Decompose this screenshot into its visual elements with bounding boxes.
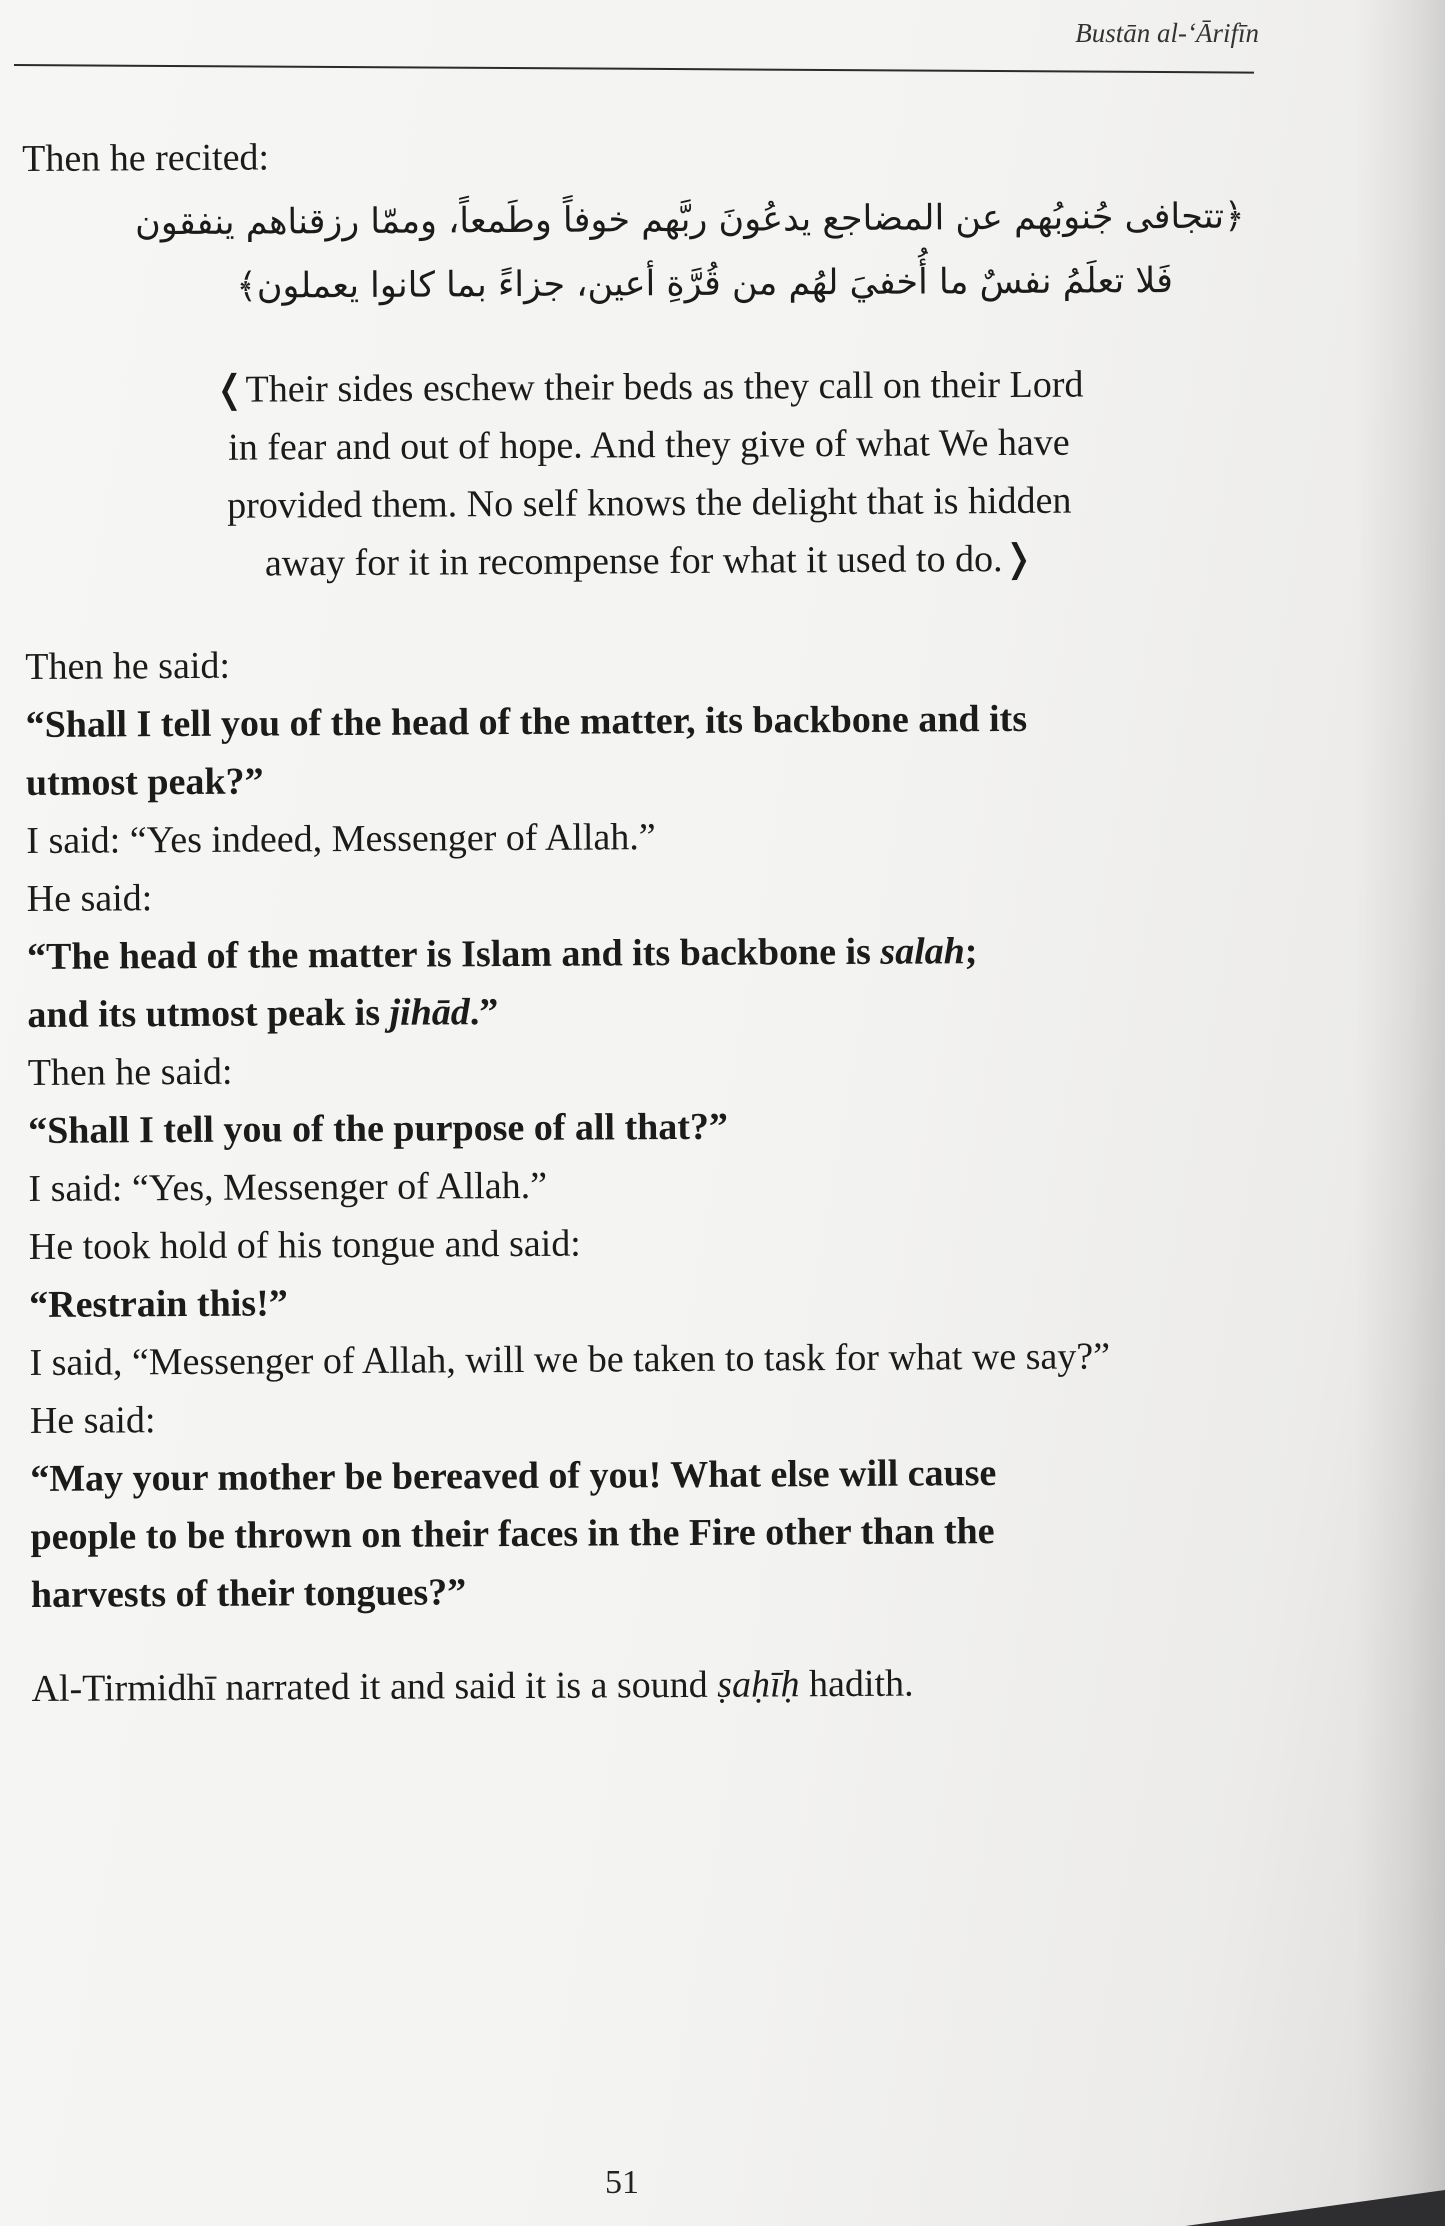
translation-line: provided them. No self knows the delight that is hidden bbox=[227, 479, 1072, 527]
running-header-title: Bustān al-‘Ārifīn bbox=[1075, 18, 1259, 48]
arabic-verse-line-1: ﴿تتجافى جُنوبُهم عن المضاجع يدعُونَ ربَّهم خوفاً وطَمعاً، وممّا رزقناهم ينفقون bbox=[134, 196, 1245, 244]
source-note-text: Al-Tirmidhī narrated it and said it is a sound bbox=[31, 1663, 718, 1710]
italic-term: jihād bbox=[389, 991, 470, 1034]
hadith-quote-text: and its utmost peak is bbox=[27, 991, 390, 1036]
hadith-quote-line: “Shall I tell you of the head of the matter, its backbone and its bbox=[25, 697, 1028, 746]
translation-line: in fear and out of hope. And they give of what We have bbox=[228, 421, 1070, 469]
narration-line: Then he said: bbox=[25, 644, 231, 688]
hadith-quote-line: people to be thrown on their faces in the Fire other than the bbox=[30, 1510, 995, 1558]
source-note-text: hadith. bbox=[799, 1662, 914, 1706]
header-rule bbox=[14, 64, 1254, 74]
hadith-quote-text: .” bbox=[469, 991, 499, 1034]
narration-line: I said: “Yes, Messenger of Allah.” bbox=[28, 1164, 548, 1210]
page-edge-shadow bbox=[1355, 0, 1445, 2226]
translation-line: away for it in recompense for what it used to do.❭ bbox=[264, 537, 1035, 585]
narration-line: He said: bbox=[26, 877, 153, 920]
arabic-verse-line-2: فَلا تعلَمُ نفسٌ ما أُخفيَ لهُم من قُرَّةِ أعين، جزاءً بما كانوا يعملون﴾ bbox=[236, 260, 1174, 307]
narration-line: He said: bbox=[29, 1399, 156, 1442]
hadith-quote-line: “Restrain this!” bbox=[29, 1282, 288, 1326]
verse-translation bbox=[23, 355, 1184, 594]
hadith-quote-text: ; bbox=[964, 930, 978, 973]
hadith-quote-line: “May your mother be bereaved of you! What else will cause bbox=[30, 1452, 997, 1500]
arabic-verse bbox=[22, 184, 1253, 320]
narration-line: Then he said: bbox=[27, 1050, 233, 1094]
italic-term: ṣaḥīḥ bbox=[717, 1663, 800, 1706]
hadith-quote-line: harvests of their tongues?” bbox=[30, 1571, 467, 1616]
narration-line: He took hold of his tongue and said: bbox=[28, 1222, 581, 1268]
translation-line: ❬Their sides eschew their beds as they call on their Lord bbox=[213, 363, 1084, 411]
narration-line: I said, “Messenger of Allah, will we be taken to task for what we say?” bbox=[29, 1335, 1111, 1384]
narration-line: I said: “Yes indeed, Messenger of Allah.” bbox=[26, 816, 656, 862]
hadith-quote-line: “Shall I tell you of the purpose of all that?” bbox=[27, 1105, 729, 1152]
intro-line: Then he recited: bbox=[22, 136, 270, 180]
page-body bbox=[22, 122, 1262, 1717]
hadith-quote-line: utmost peak?” bbox=[25, 760, 264, 804]
italic-term: salah bbox=[880, 930, 965, 973]
page-number: 51 bbox=[605, 2164, 639, 2201]
hadith-quote-line bbox=[27, 920, 1257, 986]
hadith-quote-text: “The head of the matter is Islam and its backbone is bbox=[26, 930, 881, 978]
source-note bbox=[31, 1652, 1261, 1718]
hadith-quote-line bbox=[27, 978, 1257, 1044]
